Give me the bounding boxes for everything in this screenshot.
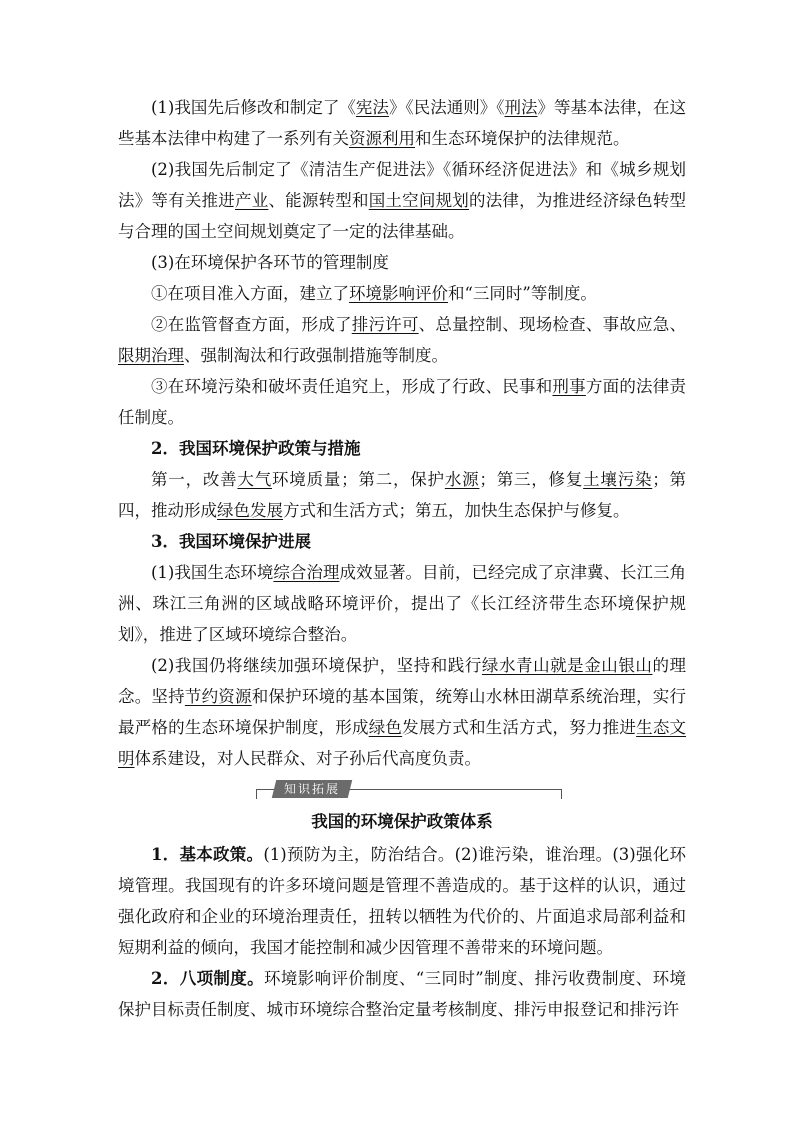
text: (2)我国仍将继续加强环境保护，坚持和践行 [151,656,482,675]
underlined-term: 宪法 [355,98,389,117]
underlined-term: 刑事 [552,377,586,396]
text: 的理念。坚持 [118,656,687,706]
knowledge-extension-tag [272,780,353,798]
paragraph-management-systems: (3)在环境保护各环节的管理制度 [151,253,389,272]
text: 、强制淘汰和行政强制措施等制度。 [184,346,448,365]
text: 》等基本法律，在这些基本法律中构建了一系列有关 [118,98,687,148]
knowledge-extension-header [118,780,686,808]
paragraph-liability [118,371,686,433]
box-title: 我国的环境保护政策体系 [311,812,493,831]
section-heading-progress: 3．我国环境保护进展 [151,532,311,551]
underlined-term: 大气 [237,470,272,489]
text: 和生态环境保护的法律规范。 [415,129,630,148]
text: 体系建设，对人民群众、对子孙后代高度负责。 [134,749,481,768]
paragraph-measures [118,464,686,526]
underlined-term: 排污许可 [351,315,419,334]
bold-lead: 2．八项制度。 [151,969,265,988]
text: 方面的法律责任制度。 [118,377,687,427]
paragraph-progress-2 [118,650,686,774]
underlined-term: 环境影响评价 [349,284,448,303]
paragraph-promotion-laws [118,154,686,247]
text: ；第三，修复 [479,470,584,489]
underlined-term: 限期治理 [118,346,184,365]
text: ③在环境污染和破坏责任追究上，形成了行政、民事和 [151,377,553,396]
text: 成效显著。目前，已经完成了京津冀、长江三角洲、珠江三角洲的区域战略环境评价，提出了《长江经济带生态环境保护规划》，推进了区域环境综合整治。 [118,563,687,644]
tag-label: 知识拓展 [284,782,341,796]
paragraph-project-access [118,278,686,309]
underlined-term: 生态文明 [118,718,687,768]
underlined-term: 综合治理 [273,563,340,582]
underlined-term: 土壤污染 [583,470,653,489]
header-rule-right-tick [561,789,562,799]
underlined-term: 资源利用 [349,129,415,148]
text: 第一，改善 [151,470,238,489]
underlined-term: 绿色 [368,718,403,737]
text: 的法律，为推进经济绿色转型与合理的国土空间规划奠定了一定的法律基础。 [118,191,687,241]
underlined-term: 刑法 [504,98,538,117]
bold-lead: 1．基本政策。 [151,845,264,864]
text: 、总量控制、现场检查、事故应急、 [418,315,687,334]
paragraph-progress-1 [118,557,686,650]
paragraph-eight-systems [118,963,686,1025]
paragraph-laws [118,92,686,154]
text: 和保护环境的基本国策，统筹山水林田湖草系统治理，实行最严格的生态环境保护制度，形成 [118,687,687,737]
text: (2)我国先后制定了《清洁生产促进法》《循环经济促进法》和《城乡规划法》等有关推进 [118,160,686,210]
text: (1)我国生态环境 [151,563,274,582]
text: (1)我国先后修改和制定了《 [151,98,356,117]
paragraph-basic-policies [118,839,686,963]
underlined-term: 绿水青山就是金山银山 [481,656,653,675]
text: ②在监管督查方面，形成了 [151,315,352,334]
text: 环境影响评价制度、“三同时”制度、排污收费制度、环境保护目标责任制度、城市环境综合整治定量考核制度、排污申报登记和排污许 [118,969,686,1019]
underlined-term: 节约资源 [184,687,252,706]
text: 发展方式和生活方式，努力推进 [402,718,637,737]
underlined-term: 产业 [235,191,269,210]
text: ；第四，推动形成 [118,470,687,520]
header-rule-left-tick [256,789,257,799]
underlined-term: 国土空间规划 [368,191,469,210]
text: 》《民法通则》《 [388,98,505,117]
underlined-term: 水源 [444,470,480,489]
text: ①在项目准入方面，建立了 [151,284,349,303]
paragraph-supervision [118,309,686,371]
section-heading-policies: 2．我国环境保护政策与措施 [151,439,361,458]
text: (1)预防为主，防治结合。(2)谁污染，谁治理。(3)强化环境管理。我国现有的许多环境问题是管理不善造成的。基于这样的认识，通过强化政府和企业的环境治理责任，扭转以牺牲为代价的、片面追求局部利益和短期利益的倾向，我国才能控制和减少因管理不善带来的环境问题。 [118,845,686,957]
text: 和“三同时”等制度。 [448,284,597,303]
text: 方式和生活方式；第五，加快生态保护与修复。 [283,501,630,520]
text: 环境质量；第二，保护 [272,470,445,489]
underlined-term: 绿色发展 [217,501,283,520]
text: 、能源转型和 [268,191,369,210]
page-content [118,92,686,1025]
